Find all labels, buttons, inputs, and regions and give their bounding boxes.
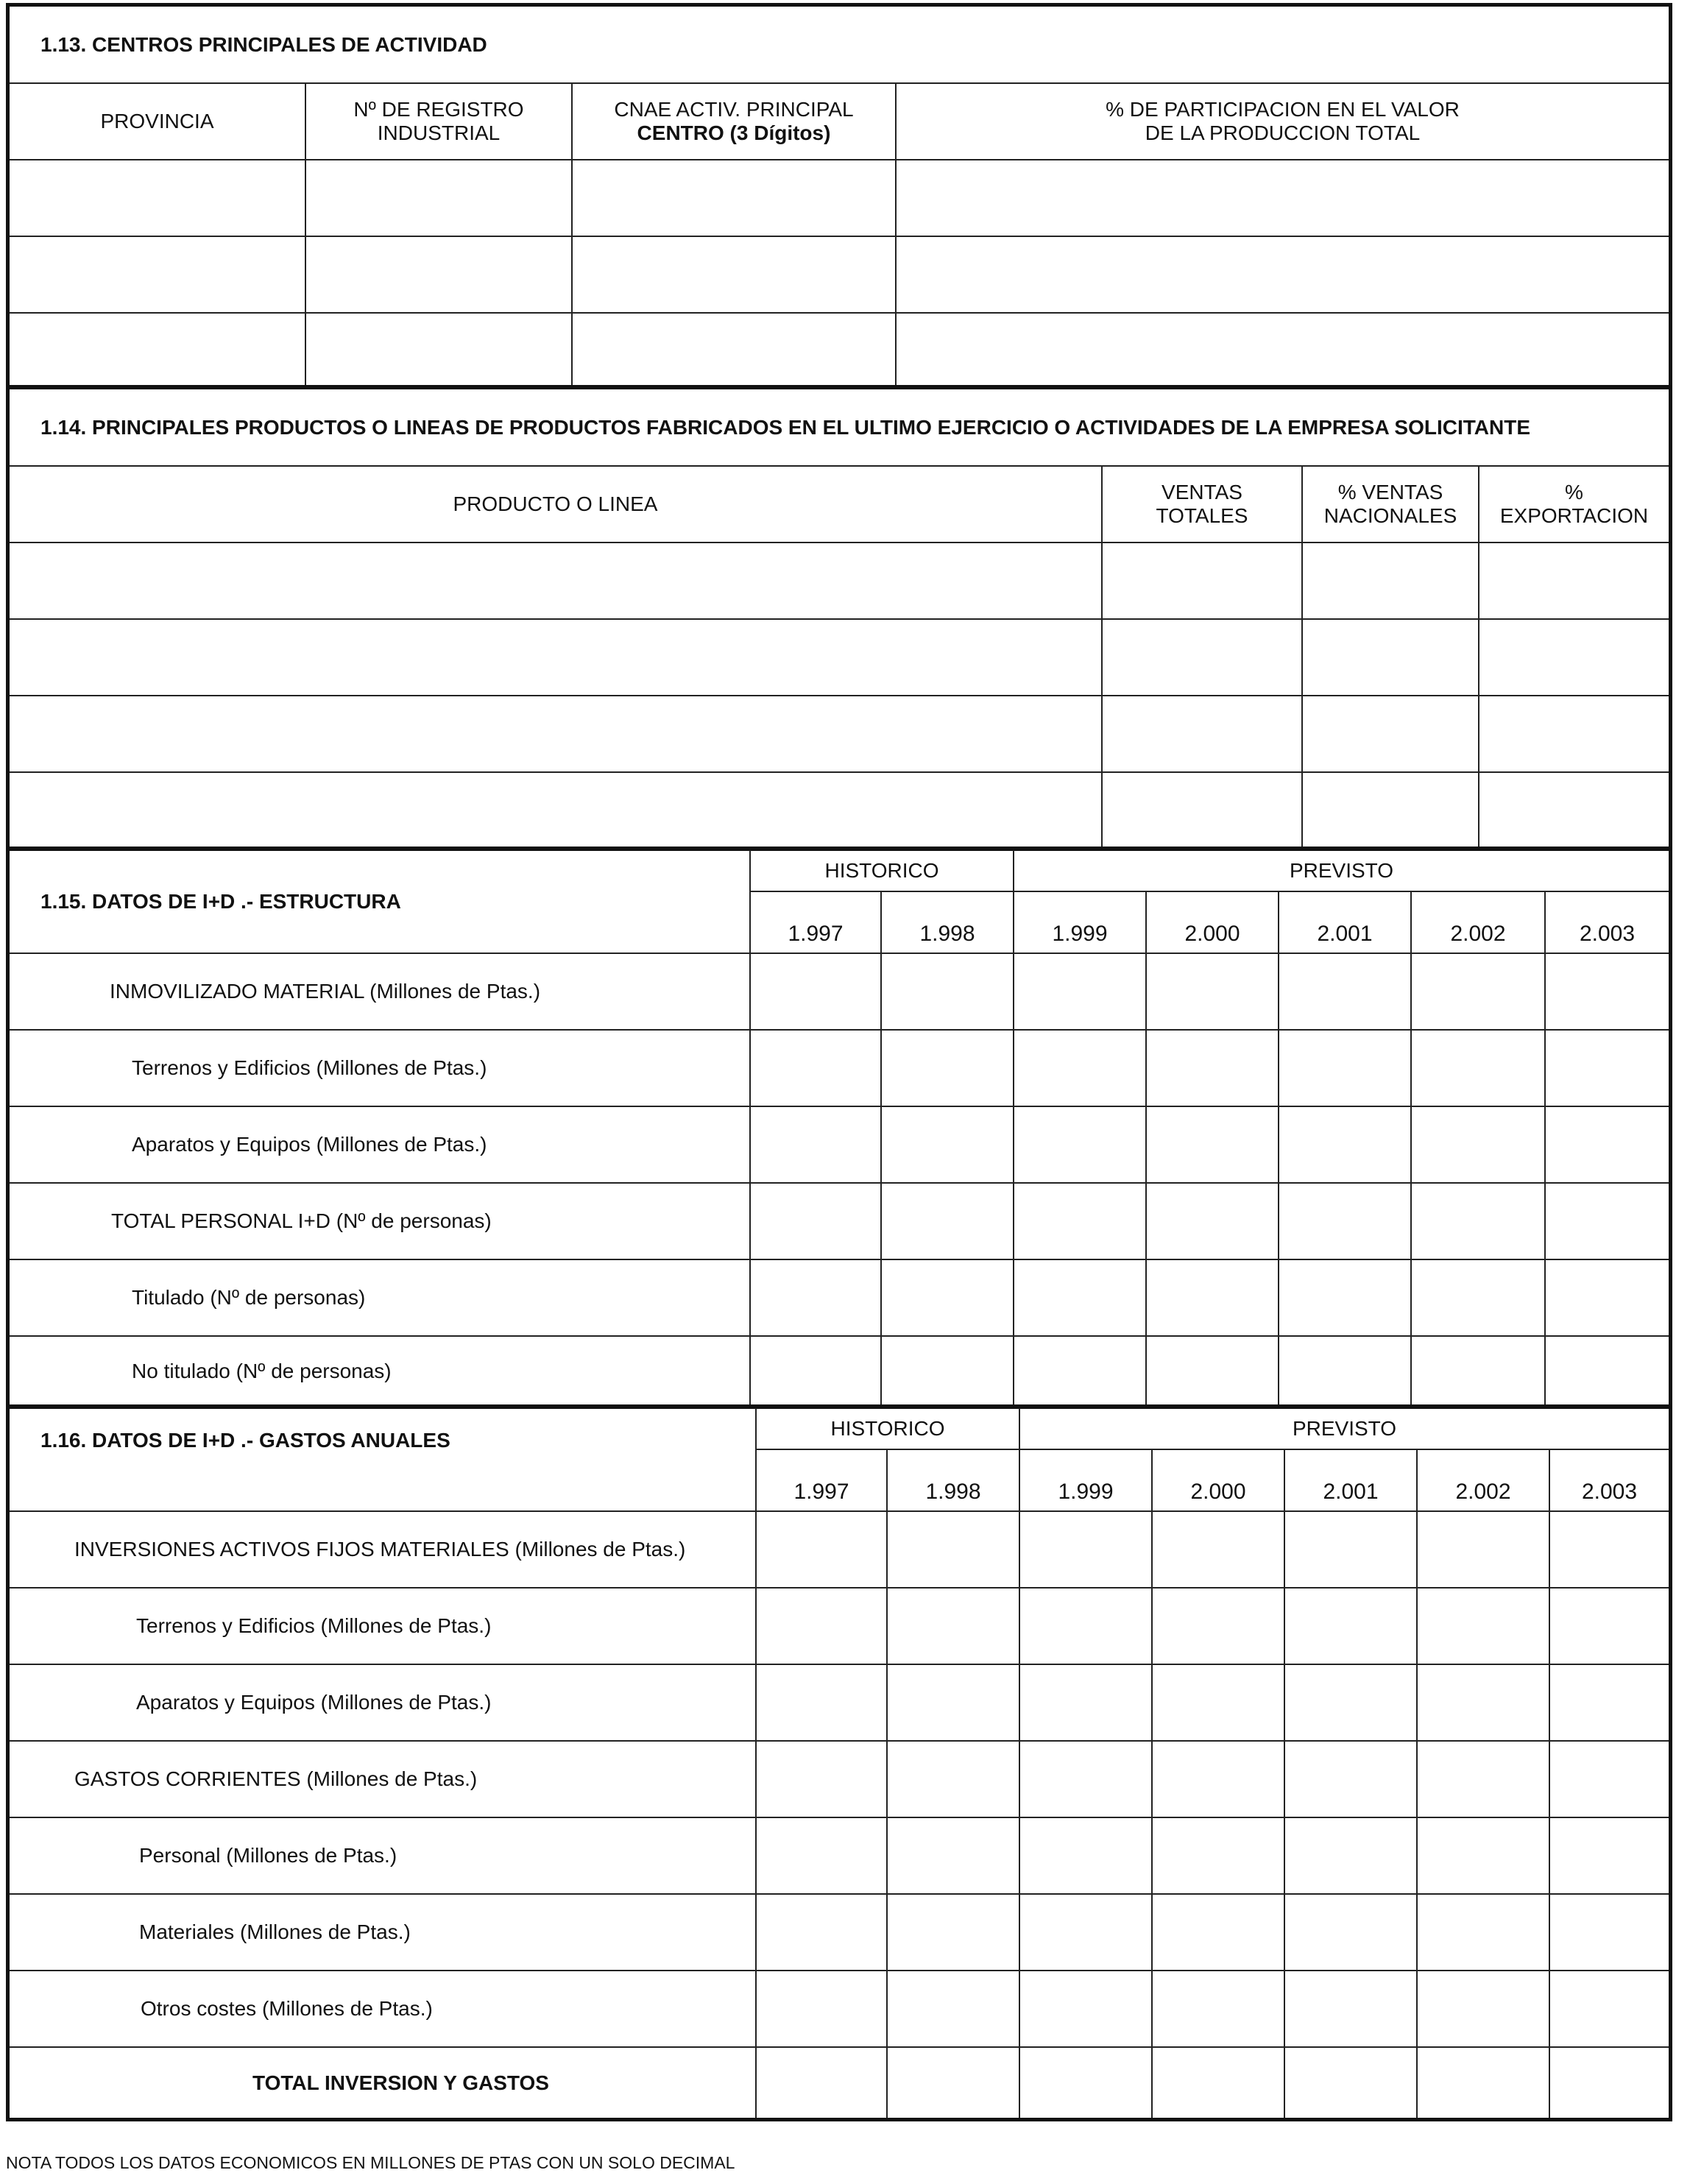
input-cell[interactable]: [887, 1741, 1019, 1817]
input-cell[interactable]: [1549, 1511, 1669, 1588]
input-cell[interactable]: [1302, 619, 1479, 696]
input-cell[interactable]: [305, 160, 572, 236]
row-label: INMOVILIZADO MATERIAL (Millones de Ptas.): [10, 953, 750, 1030]
input-cell[interactable]: [1014, 1106, 1146, 1183]
input-cell[interactable]: [10, 619, 1102, 696]
input-cell[interactable]: [1549, 2047, 1669, 2118]
column-header-participacion: % DE PARTICIPACION EN EL VALOR DE LA PRODUCCION TOTAL: [896, 83, 1669, 160]
input-cell[interactable]: [1545, 953, 1669, 1030]
column-header-ventas-totales: VENTAS TOTALES: [1102, 466, 1302, 543]
input-cell[interactable]: [1545, 1106, 1669, 1183]
input-cell[interactable]: [756, 1971, 887, 2047]
input-cell[interactable]: [1152, 1741, 1284, 1817]
input-cell[interactable]: [1284, 1894, 1417, 1971]
input-cell[interactable]: [1019, 1817, 1152, 1894]
input-cell[interactable]: [750, 953, 881, 1030]
input-cell[interactable]: [10, 696, 1102, 772]
input-cell[interactable]: [1549, 1971, 1669, 2047]
input-cell[interactable]: [887, 1664, 1019, 1741]
input-cell[interactable]: [1302, 543, 1479, 619]
row-label: Aparatos y Equipos (Millones de Ptas.): [10, 1106, 750, 1183]
input-cell[interactable]: [1019, 1894, 1152, 1971]
row-label-total: TOTAL INVERSION Y GASTOS: [10, 2047, 756, 2118]
column-header-ventas-nacionales: % VENTAS NACIONALES: [1302, 466, 1479, 543]
input-cell[interactable]: [1479, 696, 1669, 772]
input-cell[interactable]: [750, 1030, 881, 1106]
input-cell[interactable]: [1417, 1817, 1549, 1894]
input-cell[interactable]: [887, 1588, 1019, 1664]
input-cell[interactable]: [887, 1511, 1019, 1588]
row-label: Materiales (Millones de Ptas.): [10, 1894, 756, 1971]
input-cell[interactable]: [1411, 1336, 1545, 1405]
input-cell[interactable]: [1417, 1971, 1549, 2047]
input-cell[interactable]: [896, 313, 1669, 385]
input-cell[interactable]: [1152, 1588, 1284, 1664]
row-label: INVERSIONES ACTIVOS FIJOS MATERIALES (Millones de Ptas.): [10, 1511, 756, 1588]
input-cell[interactable]: [1284, 1817, 1417, 1894]
row-label: Personal (Millones de Ptas.): [10, 1817, 756, 1894]
input-cell[interactable]: [1417, 1588, 1549, 1664]
input-cell[interactable]: [1284, 1511, 1417, 1588]
year-header: 1.997: [750, 891, 881, 953]
input-cell[interactable]: [1019, 1741, 1152, 1817]
row-label: GASTOS CORRIENTES (Millones de Ptas.): [10, 1741, 756, 1817]
year-header: 1.998: [881, 891, 1014, 953]
year-header: 1.999: [1019, 1449, 1152, 1511]
input-cell[interactable]: [1279, 953, 1411, 1030]
input-cell[interactable]: [896, 236, 1669, 313]
input-cell[interactable]: [1146, 1030, 1279, 1106]
section-title: 1.15. DATOS DE I+D .- ESTRUCTURA: [10, 850, 750, 953]
row-label: Titulado (Nº de personas): [10, 1259, 750, 1336]
section-1-15: [6, 847, 1672, 1409]
input-cell[interactable]: [881, 1106, 1014, 1183]
row-label: No titulado (Nº de personas): [10, 1336, 750, 1405]
input-cell[interactable]: [1152, 1511, 1284, 1588]
input-cell[interactable]: [1545, 1183, 1669, 1259]
input-cell[interactable]: [10, 236, 305, 313]
year-header: 1.999: [1014, 891, 1146, 953]
input-cell[interactable]: [1279, 1106, 1411, 1183]
row-label: Otros costes (Millones de Ptas.): [10, 1971, 756, 2047]
year-header: 1.997: [756, 1449, 887, 1511]
input-cell[interactable]: [1014, 1030, 1146, 1106]
input-cell[interactable]: [1417, 1894, 1549, 1971]
input-cell[interactable]: [756, 1588, 887, 1664]
year-header: 2.001: [1279, 891, 1411, 953]
input-cell[interactable]: [1479, 619, 1669, 696]
input-cell[interactable]: [305, 313, 572, 385]
previsto-header: PREVISTO: [1019, 1408, 1669, 1449]
input-cell[interactable]: [1302, 772, 1479, 847]
input-cell[interactable]: [1146, 1106, 1279, 1183]
input-cell[interactable]: [1152, 1817, 1284, 1894]
input-cell[interactable]: [887, 1817, 1019, 1894]
input-cell[interactable]: [1549, 1588, 1669, 1664]
input-cell[interactable]: [1545, 1030, 1669, 1106]
previsto-header: PREVISTO: [1014, 850, 1669, 891]
input-cell[interactable]: [1102, 619, 1302, 696]
input-cell[interactable]: [1102, 772, 1302, 847]
input-cell[interactable]: [750, 1336, 881, 1405]
input-cell[interactable]: [1014, 1336, 1146, 1405]
input-cell[interactable]: [1417, 1741, 1549, 1817]
input-cell[interactable]: [1411, 1183, 1545, 1259]
input-cell[interactable]: [1019, 1588, 1152, 1664]
year-header: 2.003: [1549, 1449, 1669, 1511]
year-header: 2.001: [1284, 1449, 1417, 1511]
input-cell[interactable]: [887, 2047, 1019, 2118]
input-cell[interactable]: [1411, 1259, 1545, 1336]
year-header: 2.002: [1417, 1449, 1549, 1511]
input-cell[interactable]: [1152, 1971, 1284, 2047]
input-cell[interactable]: [881, 1030, 1014, 1106]
column-header-cnae: CNAE ACTIV. PRINCIPAL CENTRO (3 Dígitos): [572, 83, 896, 160]
input-cell[interactable]: [1284, 1664, 1417, 1741]
input-cell[interactable]: [572, 236, 896, 313]
input-cell[interactable]: [1019, 1971, 1152, 2047]
input-cell[interactable]: [887, 1971, 1019, 2047]
input-cell[interactable]: [756, 1511, 887, 1588]
input-cell[interactable]: [1284, 2047, 1417, 2118]
input-cell[interactable]: [881, 1183, 1014, 1259]
input-cell[interactable]: [1549, 1664, 1669, 1741]
year-header: 2.002: [1411, 891, 1545, 953]
input-cell[interactable]: [1146, 953, 1279, 1030]
input-cell[interactable]: [1152, 1664, 1284, 1741]
input-cell[interactable]: [756, 1817, 887, 1894]
footer-note: NOTA TODOS LOS DATOS ECONOMICOS EN MILLONES DE PTAS CON UN SOLO DECIMAL: [6, 2153, 735, 2172]
input-cell[interactable]: [1417, 1511, 1549, 1588]
section-1-14: [6, 386, 1672, 851]
section-title: 1.13. CENTROS PRINCIPALES DE ACTIVIDAD: [10, 7, 1669, 83]
input-cell[interactable]: [1019, 1664, 1152, 1741]
section-title: 1.14. PRINCIPALES PRODUCTOS O LINEAS DE PRODUCTOS FABRICADOS EN EL ULTIMO EJERCICIO O ACTIVIDADES DE LA EMPRESA SOLICITANTE: [10, 389, 1669, 466]
input-cell[interactable]: [1146, 1336, 1279, 1405]
input-cell[interactable]: [10, 772, 1102, 847]
input-cell[interactable]: [1411, 1030, 1545, 1106]
input-cell[interactable]: [756, 1664, 887, 1741]
row-label: Terrenos y Edificios (Millones de Ptas.): [10, 1588, 756, 1664]
historico-header: HISTORICO: [756, 1408, 1019, 1449]
column-header-exportacion: % EXPORTACION: [1479, 466, 1669, 543]
input-cell[interactable]: [1014, 1259, 1146, 1336]
input-cell[interactable]: [750, 1259, 881, 1336]
row-label: Aparatos y Equipos (Millones de Ptas.): [10, 1664, 756, 1741]
input-cell[interactable]: [10, 543, 1102, 619]
input-cell[interactable]: [1146, 1183, 1279, 1259]
input-cell[interactable]: [756, 1741, 887, 1817]
input-cell[interactable]: [1417, 1664, 1549, 1741]
input-cell[interactable]: [1279, 1336, 1411, 1405]
column-header-registro: Nº DE REGISTRO INDUSTRIAL: [305, 83, 572, 160]
input-cell[interactable]: [1279, 1259, 1411, 1336]
input-cell[interactable]: [887, 1894, 1019, 1971]
input-cell[interactable]: [756, 1894, 887, 1971]
input-cell[interactable]: [896, 160, 1669, 236]
input-cell[interactable]: [10, 160, 305, 236]
input-cell[interactable]: [1014, 1183, 1146, 1259]
column-header-producto: PRODUCTO O LINEA: [10, 466, 1102, 543]
section-1-13: [6, 3, 1672, 389]
input-cell[interactable]: [1014, 953, 1146, 1030]
input-cell[interactable]: [1545, 1259, 1669, 1336]
input-cell[interactable]: [1302, 696, 1479, 772]
row-label: TOTAL PERSONAL I+D (Nº de personas): [10, 1183, 750, 1259]
input-cell[interactable]: [1102, 543, 1302, 619]
year-header: 2.000: [1152, 1449, 1284, 1511]
input-cell[interactable]: [881, 1259, 1014, 1336]
input-cell[interactable]: [1152, 2047, 1284, 2118]
input-cell[interactable]: [1284, 1588, 1417, 1664]
input-cell[interactable]: [1146, 1259, 1279, 1336]
input-cell[interactable]: [1284, 1971, 1417, 2047]
input-cell[interactable]: [1102, 696, 1302, 772]
input-cell[interactable]: [1411, 953, 1545, 1030]
input-cell[interactable]: [881, 953, 1014, 1030]
input-cell[interactable]: [1417, 2047, 1549, 2118]
row-label: Terrenos y Edificios (Millones de Ptas.): [10, 1030, 750, 1106]
historico-header: HISTORICO: [750, 850, 1014, 891]
input-cell[interactable]: [1152, 1894, 1284, 1971]
input-cell[interactable]: [1279, 1183, 1411, 1259]
input-cell[interactable]: [1545, 1336, 1669, 1405]
input-cell[interactable]: [750, 1106, 881, 1183]
input-cell[interactable]: [572, 313, 896, 385]
year-header: 2.000: [1146, 891, 1279, 953]
input-cell[interactable]: [1549, 1741, 1669, 1817]
input-cell[interactable]: [1479, 772, 1669, 847]
input-cell[interactable]: [572, 160, 896, 236]
input-cell[interactable]: [1019, 2047, 1152, 2118]
input-cell[interactable]: [750, 1183, 881, 1259]
input-cell[interactable]: [1411, 1106, 1545, 1183]
section-1-16: [6, 1404, 1672, 2121]
input-cell[interactable]: [1549, 1894, 1669, 1971]
section-title: 1.16. DATOS DE I+D .- GASTOS ANUALES: [10, 1408, 756, 1511]
year-header: 1.998: [887, 1449, 1019, 1511]
column-header-provincia: PROVINCIA: [10, 83, 305, 160]
input-cell[interactable]: [1019, 1511, 1152, 1588]
input-cell[interactable]: [1279, 1030, 1411, 1106]
input-cell[interactable]: [305, 236, 572, 313]
input-cell[interactable]: [756, 2047, 887, 2118]
input-cell[interactable]: [1479, 543, 1669, 619]
input-cell[interactable]: [10, 313, 305, 385]
year-header: 2.003: [1545, 891, 1669, 953]
input-cell[interactable]: [1549, 1817, 1669, 1894]
input-cell[interactable]: [881, 1336, 1014, 1405]
input-cell[interactable]: [1284, 1741, 1417, 1817]
